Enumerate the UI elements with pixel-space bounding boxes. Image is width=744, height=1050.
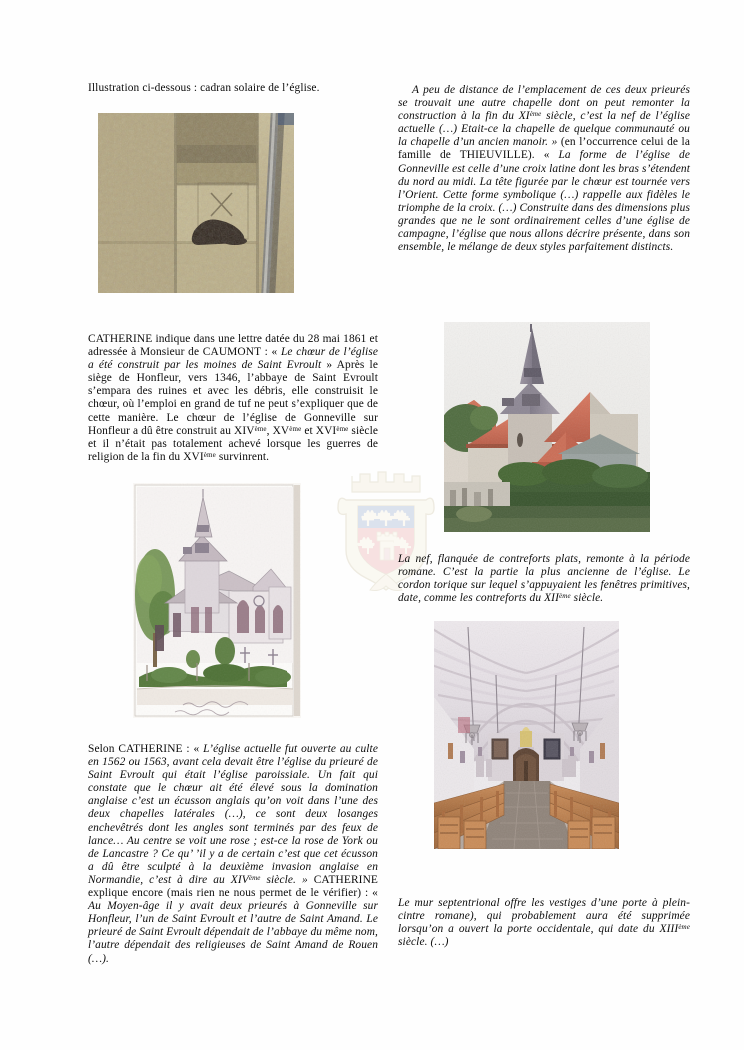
ordinal-suffix-2: ème: [289, 424, 302, 433]
ordinal-suffix-1: ème: [254, 424, 267, 433]
caption-mur-part-2: siècle. (…): [398, 936, 449, 949]
chapelle-part-3-roman: (en l’occurrence celui de la famille de THIEUVILLE). «: [398, 136, 691, 162]
catherine-part-1: CATHERINE indique dans une lettre datée du 28 mai 1861 et adressée à Monsieur de CAUMONT : «: [88, 333, 378, 359]
catherine-part-4: , XV: [266, 424, 290, 437]
caption-nef: [398, 553, 690, 605]
catherine-part-5: et XVI: [301, 424, 337, 437]
caption-mur-septentrional: [398, 897, 690, 949]
selon-part-5-italic: Au Moyen-âge il y avait deux prieurés à Gonneville sur Honfleur, l’un de Saint Evroult et l’autre de Saint Amand. Le prieuré de Saint Evroult dépendait de l’abbaye du même nom, l’autre dépendait des religieuses de Saint Amand de Rouen (…).: [88, 900, 378, 965]
ordinal-suffix: ème: [529, 110, 542, 119]
catherine-part-7: survinrent.: [215, 450, 270, 463]
caption-nef-part-2: siècle.: [570, 592, 604, 605]
church-interior-photo: [434, 621, 619, 849]
ordinal-suffix: ème: [678, 923, 690, 932]
chapelle-part-2: siècle, c’est la nef de l’église actuelle (…) Etait-ce la chapelle de quelque communauté ou la chapelle d’un ancien manoir. »: [398, 110, 690, 149]
catherine-part-3: » Après le siège de Honfleur, vers 1346, l’abbaye de Saint Evroult s’empara des ruines et avec les débris, elle construisit le chœur, où l’emploi en grand de tuf ne peut s’expliquer que de cette manière. Le chœur de l’église de Gonneville sur Honfleur a dû être construit au XIV: [88, 359, 378, 437]
ordinal-suffix-italic: ème: [248, 873, 261, 882]
chapelle-part-4: La forme de l’église de Gonneville est celle d’une croix latine dont les bras s’étendent du nord au midi. La tête figurée par le chœur est tournée vers l’Orient. Cette forme symbolique (…) rappelle aux fidèles le triomphe de la croix. (…) Construite dans des dimensions plus grandes que ne le sont ordinairement celles d’une église de campagne, l’église que nous allons décrire présente, dans son ensemble, le mélange de deux styles parfaitement distincts.: [398, 149, 690, 254]
selon-part-4-roman: CATHERINE explique encore (mais rien ne nous permet de le vérifier) : «: [88, 873, 378, 900]
ordinal-suffix-4: ème: [203, 450, 216, 459]
paragraph-selon-catherine: [88, 743, 378, 966]
selon-part-1: Selon CATHERINE : «: [88, 743, 204, 755]
paragraph-catherine-letter: [88, 333, 378, 464]
selon-part-2-italic: L’église actuelle fut ouverte au culte en 1562 ou 1563, avant cela devait être l’église du prieuré de Saint Evroult qui était l’église paroissiale. Un fait qui constate que le chœur ait été élevé sous la domination anglaise c’est un écusson anglais qu’on voit dans l’une des deux chapelles latérales (…), ce sont deux losanges enchevêtrés dont les angles sont terminés par des feux de lance… Au centre se voit une rose ; est-ce la rose de York ou de Lancastre ? Ce qu’ ’il y a de certain c’est que cet écusson a dû être sculpté à la deuxième invasion anglaise en Normandie, c’est à dire au XIV: [88, 743, 378, 886]
paragraph-chapelle: [398, 84, 690, 254]
sundial-photo: [98, 113, 294, 293]
chapelle-part-1: A peu de distance de l’emplacement de ces deux prieurés se trouvait une autre chapelle dont on peut remonter la construction à la fin du XI: [398, 84, 690, 123]
selon-part-3-italic: siècle. »: [260, 873, 308, 886]
watercolor-painting: [133, 483, 301, 718]
ordinal-suffix: ème: [559, 592, 571, 601]
ordinal-suffix-3: ème: [336, 424, 349, 433]
catherine-part-6: siècle et il n’était pas totalement achevé lorsque les guerres de religion de la fin du XVI: [88, 424, 379, 463]
caption-nef-part-1: La nef, flanquée de contreforts plats, remonte à la période romane. C’est la partie la plus ancienne de l’église. Le cordon torique sur lequel s’appuyaient les fenêtres primitives, date, comme les contreforts du XII: [398, 553, 690, 605]
catherine-part-2-italic: Le chœur de l’église a été construit par les moines de Saint Evroult: [88, 346, 378, 372]
caption-mur-part-1: Le mur septentrional offre les vestiges d’une porte à plein-cintre romane), qui probablement aura été supprimée lorsqu’on a ouvert la porte occidentale, qui date du XIII: [398, 897, 690, 936]
caption-sundial: Illustration ci-dessous : cadran solaire de l’église.: [88, 82, 320, 94]
church-exterior-photo: [444, 322, 650, 532]
